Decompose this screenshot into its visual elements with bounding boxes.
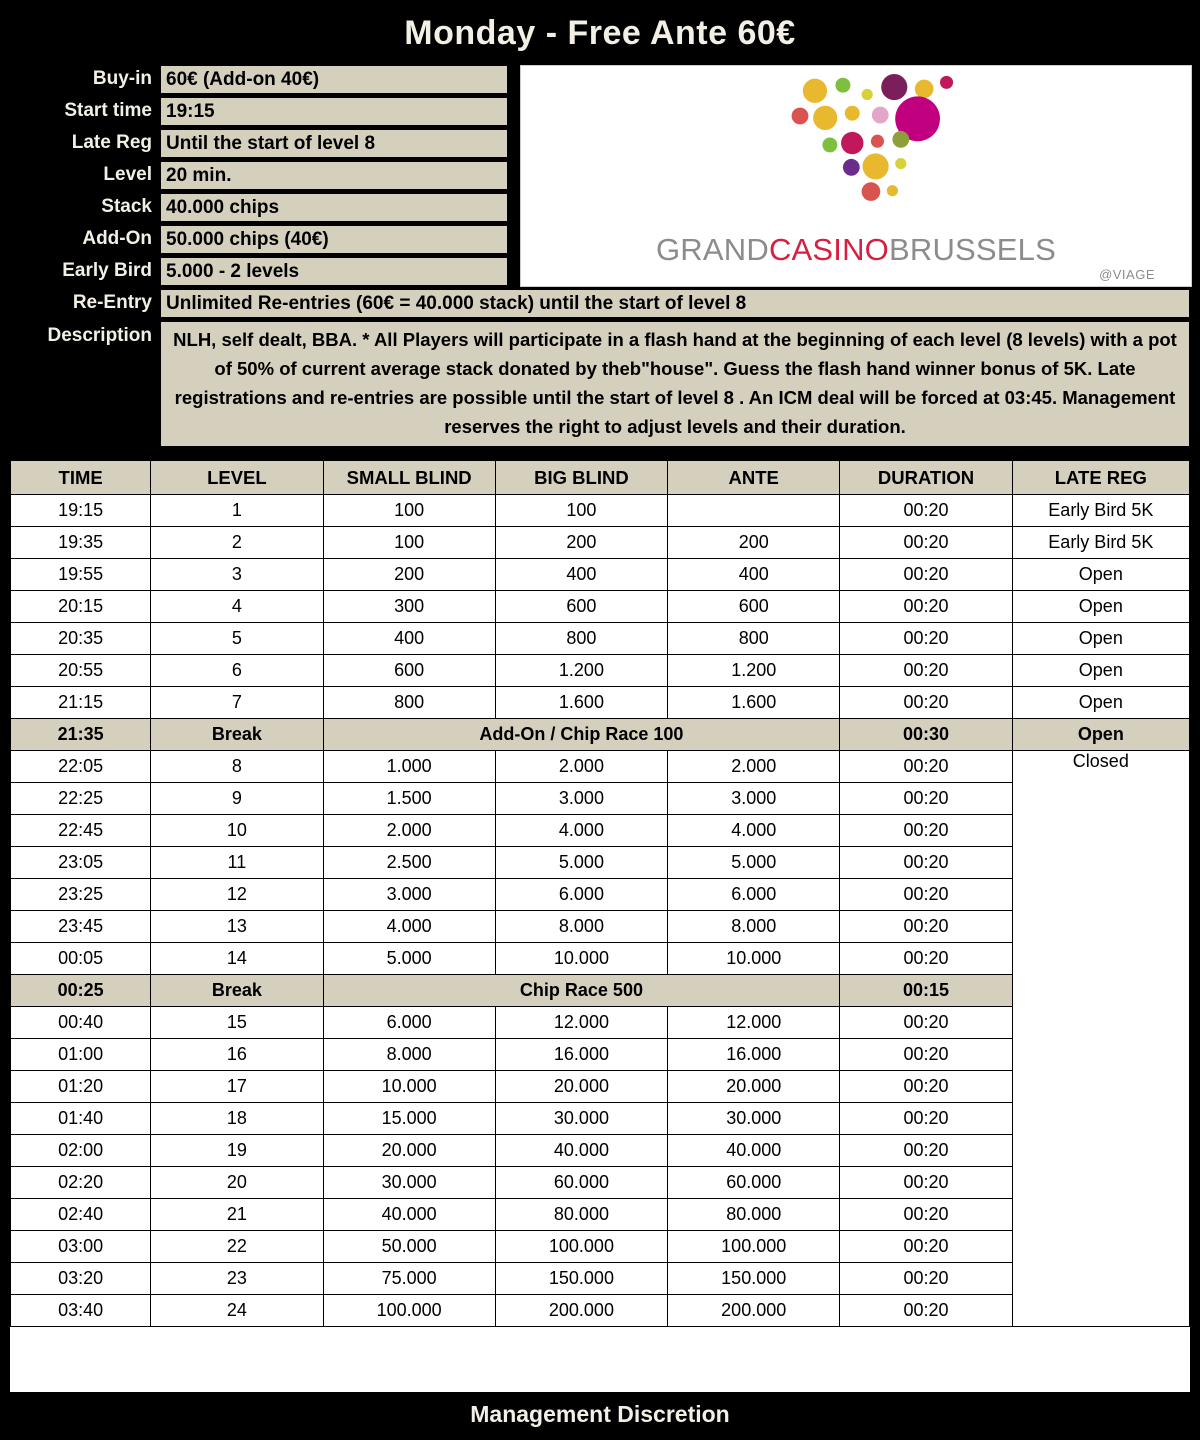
description-label: Description: [47, 325, 152, 346]
cell-late-reg-closed: Closed: [1012, 751, 1189, 1327]
cell-duration: 00:20: [840, 591, 1012, 623]
cell-time: 21:35: [11, 719, 151, 751]
info-label: Early Bird: [62, 260, 152, 281]
cell-small-blind: 10.000: [323, 1071, 495, 1103]
cell-big-blind: 2.000: [495, 751, 667, 783]
cell-duration: 00:30: [840, 719, 1012, 751]
cell-ante: 30.000: [668, 1103, 840, 1135]
page-title: Monday - Free Ante 60€: [404, 14, 796, 52]
cell-time: 03:40: [11, 1295, 151, 1327]
schedule-body: [11, 495, 1190, 1327]
info-value: 5.000 - 2 levels: [160, 257, 508, 286]
info-value: 40.000 chips: [160, 193, 508, 222]
cell-duration: 00:20: [840, 1263, 1012, 1295]
cell-small-blind: 100.000: [323, 1295, 495, 1327]
cell-small-blind: 400: [323, 623, 495, 655]
cell-time: 23:45: [11, 911, 151, 943]
cell-break-text: Add-On / Chip Race 100: [323, 719, 840, 751]
cell-small-blind: 100: [323, 495, 495, 527]
cell-level: 1: [151, 495, 323, 527]
cell-time: 23:25: [11, 879, 151, 911]
cell-small-blind: 300: [323, 591, 495, 623]
cell-duration: 00:15: [840, 975, 1012, 1007]
cell-small-blind: 6.000: [323, 1007, 495, 1039]
cell-small-blind: 2.500: [323, 847, 495, 879]
cell-duration: 00:20: [840, 1039, 1012, 1071]
cell-time: 01:40: [11, 1103, 151, 1135]
cell-time: 19:15: [11, 495, 151, 527]
info-label: Late Reg: [71, 132, 152, 153]
cell-duration: 00:20: [840, 623, 1012, 655]
cell-time: 20:15: [11, 591, 151, 623]
description-value: NLH, self dealt, BBA. * All Players will participate in a flash hand at the beginning of each level (8 levels) with a pot of 50% of current average stack donated by theb"house". Guess the flash hand winner bonus of 5K. Late registrations and re-entries are possible until the start of level 8 . An ICM deal will be forced at 03:45. Management reserves the right to adjust levels and their duration.: [160, 321, 1190, 447]
cell-ante: 12.000: [668, 1007, 840, 1039]
cell-small-blind: 20.000: [323, 1135, 495, 1167]
reentry-row: [8, 289, 1192, 318]
reentry-value: Unlimited Re-entries (60€ = 40.000 stack) until the start of level 8: [160, 289, 1190, 318]
cell-duration: 00:20: [840, 527, 1012, 559]
logo-sub-viage: @VIAGE: [1099, 267, 1155, 282]
description-row: [8, 321, 1192, 447]
cell-ante: 3.000: [668, 783, 840, 815]
cell-break-text: Chip Race 500: [323, 975, 840, 1007]
cell-big-blind: 6.000: [495, 879, 667, 911]
cell-ante: 400: [668, 559, 840, 591]
table-row: [11, 591, 1190, 623]
cell-ante: 200.000: [668, 1295, 840, 1327]
cell-time: 01:00: [11, 1039, 151, 1071]
cell-ante: 2.000: [668, 751, 840, 783]
cell-big-blind: 80.000: [495, 1199, 667, 1231]
cell-big-blind: 200: [495, 527, 667, 559]
cell-small-blind: 1.500: [323, 783, 495, 815]
cell-small-blind: 600: [323, 655, 495, 687]
cell-big-blind: 150.000: [495, 1263, 667, 1295]
cell-time: 23:05: [11, 847, 151, 879]
column-header: DURATION: [840, 461, 1012, 495]
info-label: Level: [103, 164, 152, 185]
info-row: [8, 161, 508, 190]
cell-time: 01:20: [11, 1071, 151, 1103]
cell-big-blind: 200.000: [495, 1295, 667, 1327]
cell-ante: 10.000: [668, 943, 840, 975]
table-row: [11, 751, 1190, 783]
cell-big-blind: 30.000: [495, 1103, 667, 1135]
cell-late-reg: Open: [1012, 719, 1189, 751]
cell-level: 7: [151, 687, 323, 719]
cell-duration: 00:20: [840, 1295, 1012, 1327]
schedule-head: [11, 461, 1190, 495]
cell-small-blind: 40.000: [323, 1199, 495, 1231]
cell-big-blind: 1.600: [495, 687, 667, 719]
cell-small-blind: 50.000: [323, 1231, 495, 1263]
table-row: [11, 559, 1190, 591]
cell-time: 20:35: [11, 623, 151, 655]
cell-level: Break: [151, 975, 323, 1007]
cell-time: 00:25: [11, 975, 151, 1007]
cell-ante: 8.000: [668, 911, 840, 943]
cell-duration: 00:20: [840, 1231, 1012, 1263]
info-label: Stack: [101, 196, 152, 217]
cell-level: 18: [151, 1103, 323, 1135]
cell-big-blind: 60.000: [495, 1167, 667, 1199]
cell-late-reg: Open: [1012, 591, 1189, 623]
cell-ante: 1.200: [668, 655, 840, 687]
cell-small-blind: 4.000: [323, 911, 495, 943]
cell-level: 8: [151, 751, 323, 783]
cell-duration: 00:20: [840, 943, 1012, 975]
cell-ante: 60.000: [668, 1167, 840, 1199]
footer-note: Management Discretion: [470, 1401, 730, 1427]
logo-dots-icon: [521, 74, 1191, 214]
info-value: Until the start of level 8: [160, 129, 508, 158]
cell-duration: 00:20: [840, 751, 1012, 783]
cell-level: 5: [151, 623, 323, 655]
column-header: ANTE: [668, 461, 840, 495]
cell-time: 19:35: [11, 527, 151, 559]
cell-big-blind: 400: [495, 559, 667, 591]
info-value: 20 min.: [160, 161, 508, 190]
cell-small-blind: 5.000: [323, 943, 495, 975]
cell-level: 24: [151, 1295, 323, 1327]
schedule-header-row: [11, 461, 1190, 495]
info-row: [8, 65, 508, 94]
cell-level: 12: [151, 879, 323, 911]
cell-level: 19: [151, 1135, 323, 1167]
cell-big-blind: 10.000: [495, 943, 667, 975]
break-row: [11, 719, 1190, 751]
info-value: 19:15: [160, 97, 508, 126]
cell-late-reg: Open: [1012, 655, 1189, 687]
cell-ante: 1.600: [668, 687, 840, 719]
cell-late-reg: Open: [1012, 559, 1189, 591]
cell-level: 16: [151, 1039, 323, 1071]
cell-duration: 00:20: [840, 847, 1012, 879]
cell-time: 19:55: [11, 559, 151, 591]
cell-ante: 20.000: [668, 1071, 840, 1103]
cell-level: 9: [151, 783, 323, 815]
cell-time: 02:40: [11, 1199, 151, 1231]
cell-ante: 800: [668, 623, 840, 655]
cell-big-blind: 4.000: [495, 815, 667, 847]
cell-duration: 00:20: [840, 1071, 1012, 1103]
cell-time: 03:00: [11, 1231, 151, 1263]
cell-big-blind: 20.000: [495, 1071, 667, 1103]
cell-level: 15: [151, 1007, 323, 1039]
info-value: 50.000 chips (40€): [160, 225, 508, 254]
info-row: [8, 225, 508, 254]
cell-late-reg: Open: [1012, 623, 1189, 655]
cell-big-blind: 5.000: [495, 847, 667, 879]
cell-time: 20:55: [11, 655, 151, 687]
cell-duration: 00:20: [840, 1103, 1012, 1135]
cell-time: 03:20: [11, 1263, 151, 1295]
cell-time: 22:45: [11, 815, 151, 847]
cell-duration: 00:20: [840, 911, 1012, 943]
logo-wordmark: [521, 232, 1191, 268]
cell-big-blind: 12.000: [495, 1007, 667, 1039]
cell-big-blind: 16.000: [495, 1039, 667, 1071]
logo-word-casino: CASINO: [768, 232, 889, 267]
cell-time: 02:00: [11, 1135, 151, 1167]
cell-duration: 00:20: [840, 1007, 1012, 1039]
cell-small-blind: 3.000: [323, 879, 495, 911]
cell-late-reg: Early Bird 5K: [1012, 495, 1189, 527]
cell-big-blind: 100.000: [495, 1231, 667, 1263]
cell-big-blind: 600: [495, 591, 667, 623]
cell-ante: 5.000: [668, 847, 840, 879]
column-header: LATE REG: [1012, 461, 1189, 495]
info-section: [8, 65, 1192, 289]
cell-small-blind: 1.000: [323, 751, 495, 783]
cell-small-blind: 200: [323, 559, 495, 591]
cell-small-blind: 75.000: [323, 1263, 495, 1295]
cell-level: 21: [151, 1199, 323, 1231]
cell-time: 22:05: [11, 751, 151, 783]
cell-level: 3: [151, 559, 323, 591]
cell-ante: 150.000: [668, 1263, 840, 1295]
cell-level: 6: [151, 655, 323, 687]
cell-big-blind: 100: [495, 495, 667, 527]
cell-ante: 16.000: [668, 1039, 840, 1071]
grand-casino-brussels-logo: [520, 65, 1192, 287]
cell-big-blind: 1.200: [495, 655, 667, 687]
column-header: LEVEL: [151, 461, 323, 495]
column-header: BIG BLIND: [495, 461, 667, 495]
cell-level: 2: [151, 527, 323, 559]
cell-big-blind: 8.000: [495, 911, 667, 943]
cell-level: 13: [151, 911, 323, 943]
table-row: [11, 687, 1190, 719]
cell-level: 10: [151, 815, 323, 847]
cell-level: 11: [151, 847, 323, 879]
cell-ante: 6.000: [668, 879, 840, 911]
cell-duration: 00:20: [840, 559, 1012, 591]
info-label: Add-On: [82, 228, 152, 249]
cell-duration: 00:20: [840, 815, 1012, 847]
schedule-table-wrap: [8, 458, 1192, 1394]
cell-ante: 600: [668, 591, 840, 623]
cell-level: 4: [151, 591, 323, 623]
cell-duration: 00:20: [840, 1135, 1012, 1167]
cell-big-blind: 40.000: [495, 1135, 667, 1167]
cell-level: Break: [151, 719, 323, 751]
cell-ante: [668, 495, 840, 527]
cell-time: 22:25: [11, 783, 151, 815]
cell-duration: 00:20: [840, 783, 1012, 815]
cell-level: 14: [151, 943, 323, 975]
info-value: 60€ (Add-on 40€): [160, 65, 508, 94]
info-row: [8, 129, 508, 158]
column-header: SMALL BLIND: [323, 461, 495, 495]
schedule-table: [10, 460, 1190, 1327]
cell-late-reg: Open: [1012, 687, 1189, 719]
cell-ante: 40.000: [668, 1135, 840, 1167]
info-label: Start time: [64, 100, 152, 121]
table-row: [11, 527, 1190, 559]
cell-small-blind: 15.000: [323, 1103, 495, 1135]
cell-big-blind: 3.000: [495, 783, 667, 815]
cell-big-blind: 800: [495, 623, 667, 655]
info-label: Buy-in: [92, 68, 152, 89]
cell-ante: 4.000: [668, 815, 840, 847]
table-row: [11, 655, 1190, 687]
cell-small-blind: 2.000: [323, 815, 495, 847]
cell-time: 02:20: [11, 1167, 151, 1199]
cell-duration: 00:20: [840, 1199, 1012, 1231]
cell-small-blind: 8.000: [323, 1039, 495, 1071]
info-row: [8, 257, 508, 286]
table-row: [11, 623, 1190, 655]
cell-small-blind: 800: [323, 687, 495, 719]
cell-duration: 00:20: [840, 1167, 1012, 1199]
cell-level: 23: [151, 1263, 323, 1295]
reentry-label: Re-Entry: [72, 292, 152, 313]
cell-level: 22: [151, 1231, 323, 1263]
cell-time: 00:05: [11, 943, 151, 975]
cell-small-blind: 100: [323, 527, 495, 559]
cell-duration: 00:20: [840, 879, 1012, 911]
cell-duration: 00:20: [840, 655, 1012, 687]
info-row: [8, 97, 508, 126]
cell-duration: 00:20: [840, 495, 1012, 527]
cell-ante: 100.000: [668, 1231, 840, 1263]
cell-time: 00:40: [11, 1007, 151, 1039]
cell-level: 17: [151, 1071, 323, 1103]
cell-ante: 80.000: [668, 1199, 840, 1231]
cell-late-reg: Early Bird 5K: [1012, 527, 1189, 559]
cell-level: 20: [151, 1167, 323, 1199]
cell-time: 21:15: [11, 687, 151, 719]
cell-ante: 200: [668, 527, 840, 559]
info-rows: [8, 65, 508, 289]
info-row: [8, 193, 508, 222]
table-row: [11, 495, 1190, 527]
logo-word-brussels: BRUSSELS: [889, 232, 1056, 267]
logo-word-grand: GRAND: [655, 232, 769, 267]
column-header: TIME: [11, 461, 151, 495]
cell-duration: 00:20: [840, 687, 1012, 719]
cell-small-blind: 30.000: [323, 1167, 495, 1199]
